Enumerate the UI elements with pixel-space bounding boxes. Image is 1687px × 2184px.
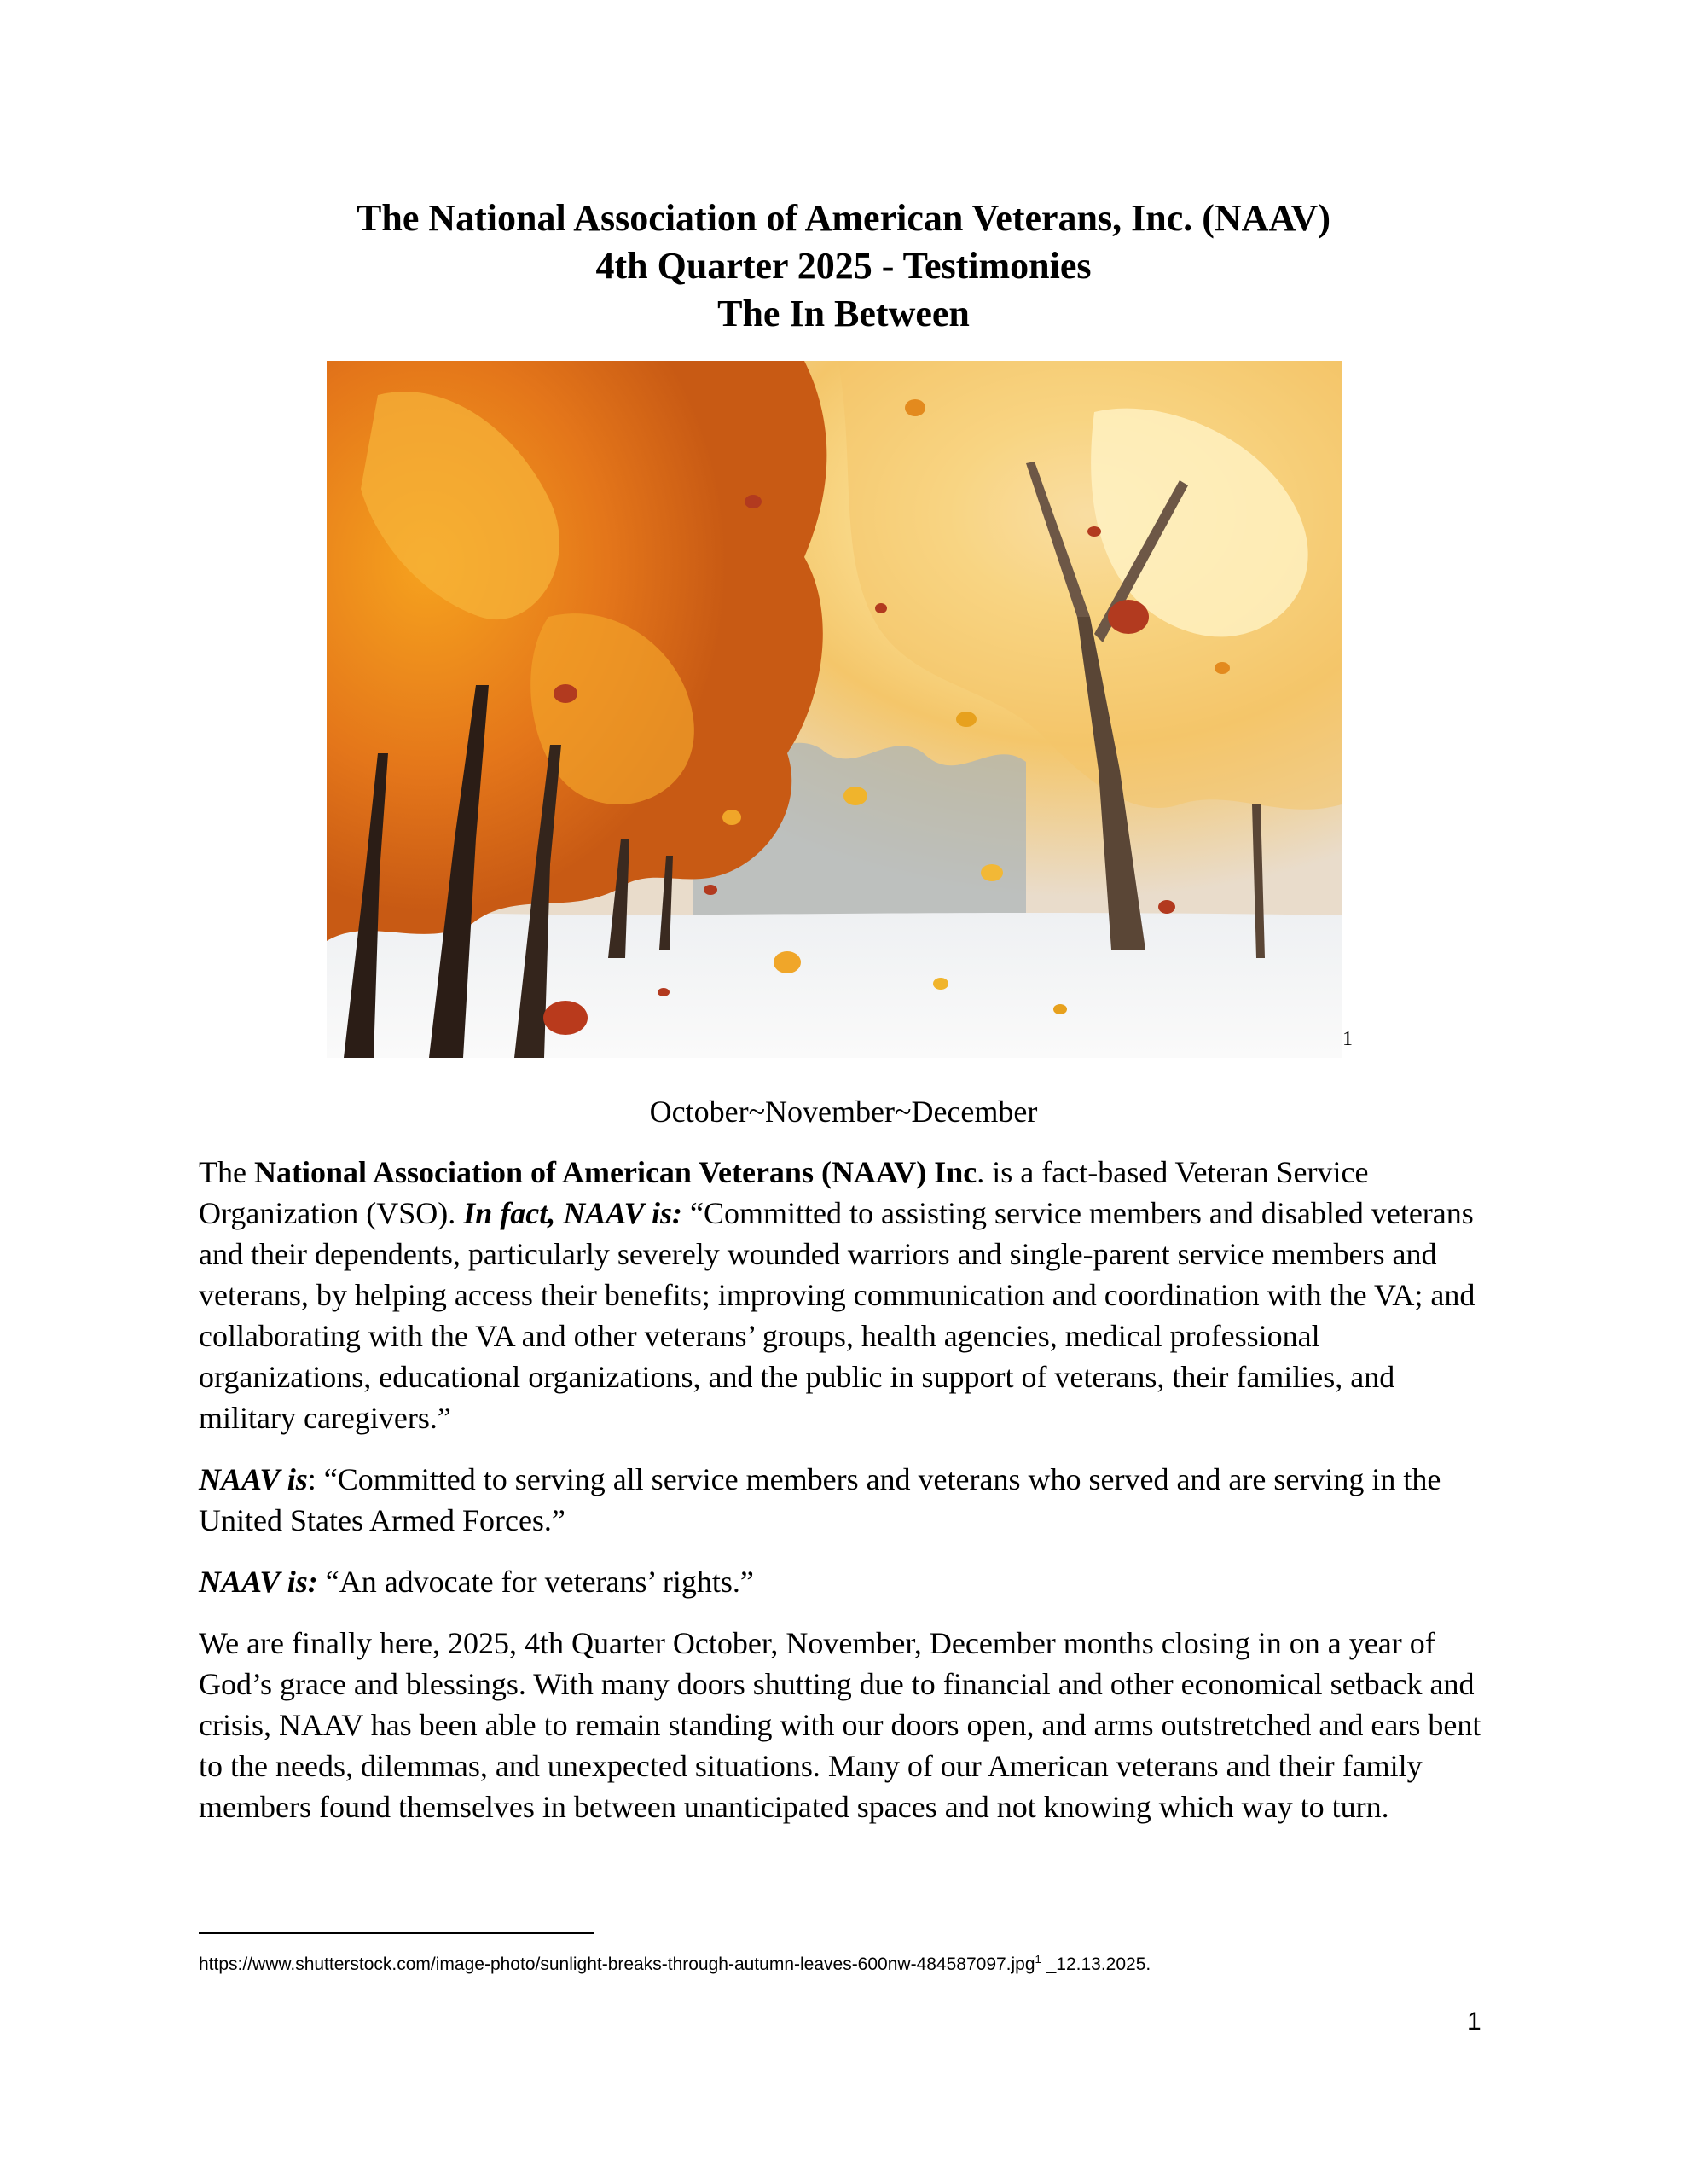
- autumn-snow-illustration: [327, 361, 1342, 1058]
- months-caption: October~November~December: [649, 1095, 1038, 1129]
- paragraph-advocate: [199, 1561, 1495, 1602]
- text-span: “Committed to assisting service members and disabled veterans and their dependents, particularly severely wounded warriors and single-parent service members and veterans, by helping access their benefits; improving communication and coordination with the VA; and collaborating with the VA and other veterans’ groups, health agencies, medical professional organizations, educational organizations, and the public in support of veterans, their families, and military caregivers.”: [199, 1196, 1475, 1435]
- text-span: : “Committed to serving all service members and veterans who served and are serving in the United States Armed Forces.”: [199, 1462, 1441, 1537]
- text-span: “An advocate for veterans’ rights.”: [317, 1565, 754, 1599]
- text-span: The: [199, 1155, 254, 1189]
- footnote-divider: [199, 1932, 594, 1934]
- title-line-1: The National Association of American Veterans, Inc. (NAAV): [357, 197, 1330, 239]
- paragraph-quarter: We are finally here, 2025, 4th Quarter October, November, December months closing in on a year of God’s grace and blessings. With many doors shutting due to financial and other economical setback and crisis, NAAV has been able to remain standing with our doors open, and arms outstretched and ears bent to the needs, dilemmas, and unexpected situations. Many of our American veterans and their family members found themselves in between unanticipated spaces and not knowing which way to turn.: [199, 1626, 1481, 1824]
- footnote-url[interactable]: https://www.shutterstock.com/image-photo/sunlight-breaks-through-autumn-leaves-600nw-484587097.jpg: [199, 1955, 1035, 1974]
- title-line-2: 4th Quarter 2025 - Testimonies: [595, 245, 1092, 287]
- autumn-snow-photo: [327, 361, 1342, 1058]
- page-number: 1: [1467, 2007, 1481, 2036]
- text-span: . is a fact-based Veteran Service Organization (VSO).: [199, 1155, 1369, 1230]
- emphasis-bold-italic: NAAV is:: [199, 1565, 318, 1599]
- image-footnote-marker: 1: [1342, 1028, 1353, 1050]
- title-block: [0, 195, 1687, 338]
- org-name-bold: National Association of American Veterans (NAAV) Inc: [253, 1155, 977, 1189]
- footnote-marker: 1: [1035, 1953, 1041, 1966]
- emphasis-bold-italic: NAAV is: [199, 1462, 308, 1496]
- emphasis-bold-italic: In fact, NAAV is:: [463, 1196, 682, 1230]
- footnote: [199, 1953, 1151, 1975]
- paragraph-serving: [199, 1459, 1495, 1541]
- body-text: [199, 1152, 1495, 1848]
- paragraph-intro: [199, 1152, 1495, 1438]
- title-line-3: The In Between: [717, 293, 970, 334]
- footnote-date: _12.13.2025.: [1041, 1955, 1151, 1974]
